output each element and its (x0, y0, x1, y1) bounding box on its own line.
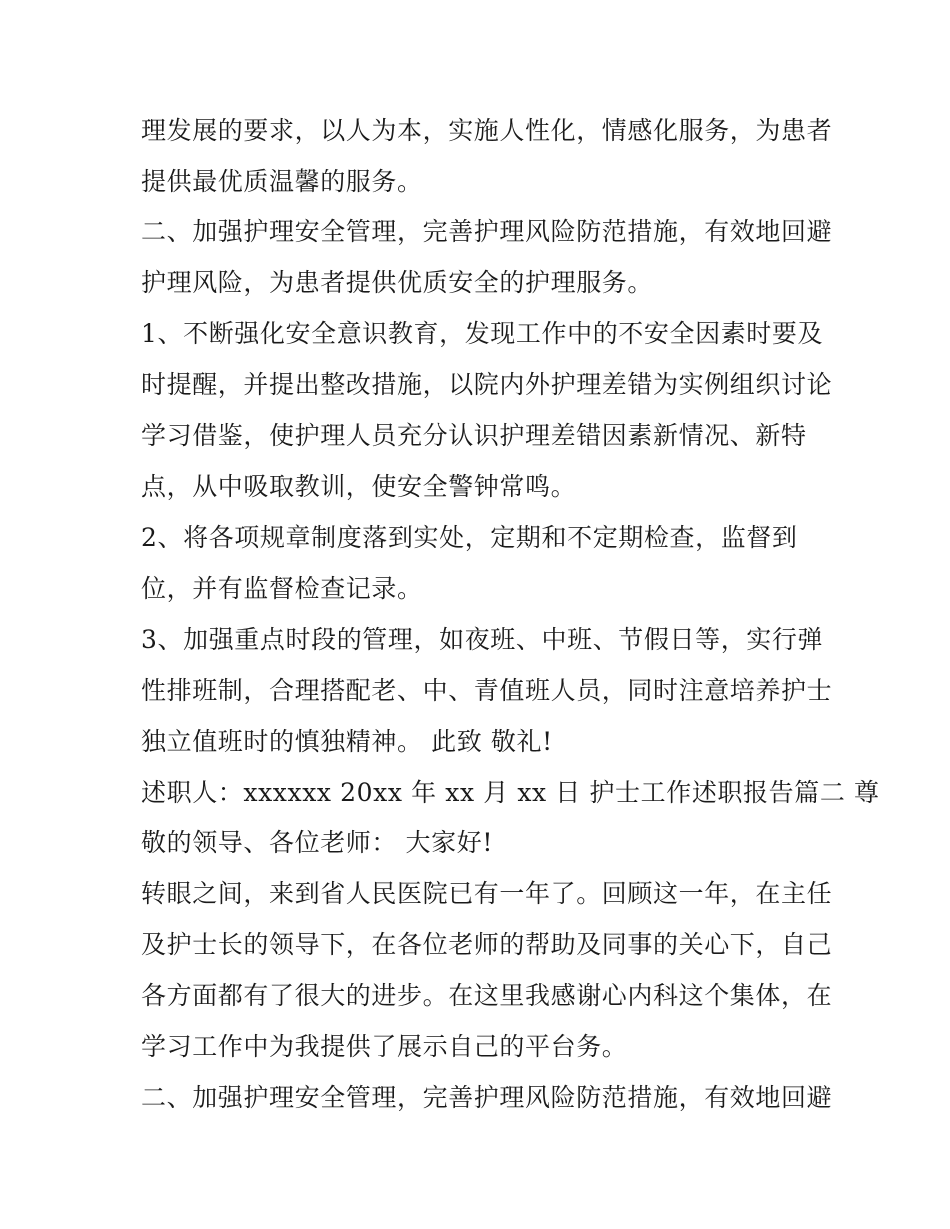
text-line: 时提醒，并提出整改措施，以院内外护理差错为实例组织讨论 (141, 370, 833, 399)
text-line: 点，从中吸取教训，使安全警钟常鸣。 (141, 472, 577, 501)
text-line: 二、加强护理安全管理，完善护理风险防范措施，有效地回避 (141, 217, 833, 246)
text-line: 各方面都有了很大的进步。在这里我感谢心内科这个集体，在 (141, 981, 833, 1010)
text-line: 护理风险，为患者提供优质安全的护理服务。 (141, 268, 654, 297)
text-line: 提供最优质温馨的服务。 (141, 167, 423, 196)
text-line: 敬的领导、各位老师： 大家好! (141, 828, 493, 857)
text-line: 述职人：xxxxxx 20xx 年 xx 月 xx 日 护士工作述职报告篇二 尊 (141, 778, 880, 807)
text-line: 2、将各项规章制度落到实处，定期和不定期检查，监督到 (141, 523, 798, 552)
text-line: 二、加强护理安全管理，完善护理风险防范措施，有效地回避 (141, 1083, 833, 1112)
text-line: 学习工作中为我提供了展示自己的平台务。 (141, 1032, 628, 1061)
text-line: 性排班制，合理搭配老、中、青值班人员，同时注意培养护士 (141, 676, 833, 705)
text-line: 位，并有监督检查记录。 (141, 574, 423, 603)
text-line: 理发展的要求，以人为本，实施人性化，情感化服务，为患者 (141, 116, 833, 145)
text-line: 独立值班时的慎独精神。 此致 敬礼! (141, 727, 553, 756)
text-line: 学习借鉴，使护理人员充分认识护理差错因素新情况、新特 (141, 421, 807, 450)
text-line: 3、加强重点时段的管理，如夜班、中班、节假日等，实行弹 (141, 625, 824, 654)
text-line: 1、不断强化安全意识教育，发现工作中的不安全因素时要及 (141, 319, 824, 348)
text-line: 转眼之间，来到省人民医院已有一年了。回顾这一年，在主任 (141, 879, 833, 908)
text-line: 及护士长的领导下，在各位老师的帮助及同事的关心下，自己 (141, 930, 833, 959)
